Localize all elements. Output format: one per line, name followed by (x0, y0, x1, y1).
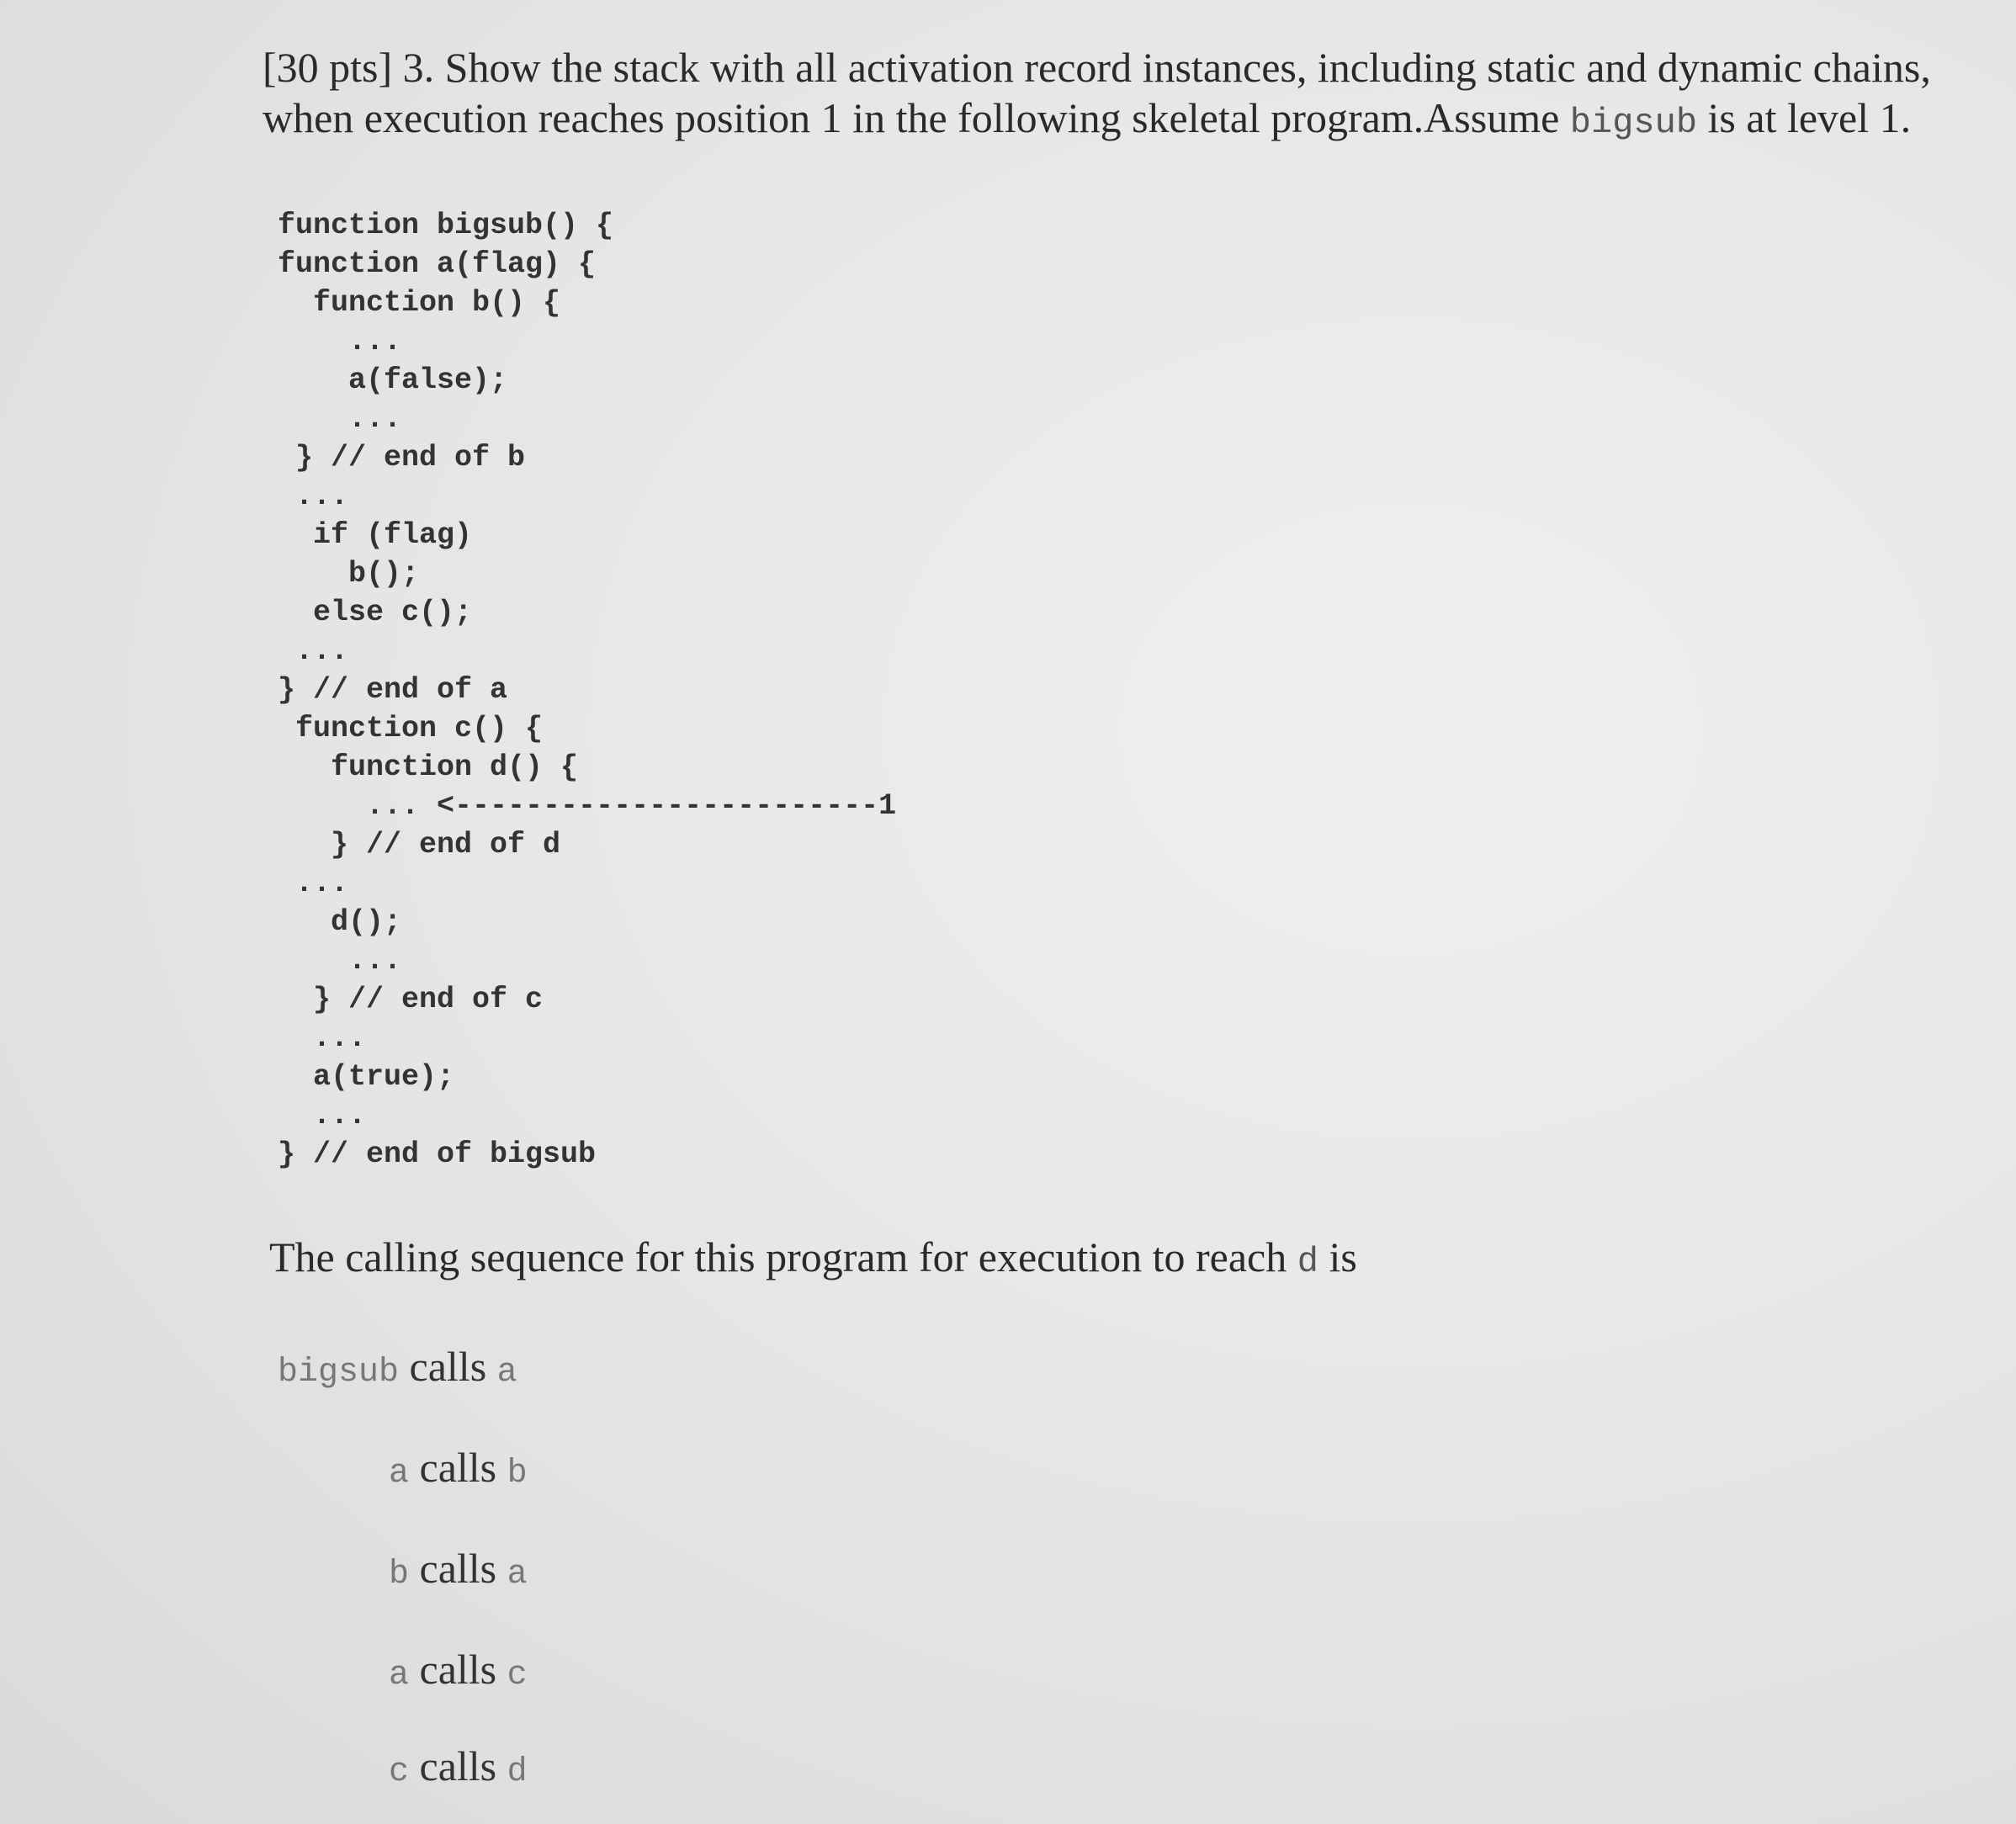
code-line-position-1: ... <------------------------1 (278, 789, 897, 823)
calling-step (389, 1742, 528, 1791)
step-callee: a (507, 1556, 528, 1593)
code-line: ... (278, 1099, 367, 1132)
code-line: } // end of a (278, 673, 508, 707)
step-verb: calls (409, 1545, 507, 1592)
code-line: ... (278, 480, 349, 513)
code-line: ... (278, 634, 349, 668)
calling-step (389, 1544, 528, 1593)
calling-step (389, 1443, 528, 1493)
code-line: else c(); (278, 596, 473, 629)
question-line-2-prefix: when execution reaches position 1 in the following skeletal program.Assume (263, 94, 1570, 141)
question-line-2-code: bigsub (1569, 103, 1698, 143)
step-verb: calls (409, 1646, 507, 1693)
code-line: a(false); (278, 363, 508, 397)
calling-intro-code: d (1297, 1242, 1318, 1282)
code-line: function a(flag) { (278, 247, 597, 281)
step-caller: a (389, 1657, 410, 1694)
step-callee: b (507, 1455, 528, 1493)
calling-sequence-intro (269, 1233, 1357, 1282)
code-line: } // end of b (278, 441, 526, 475)
step-verb: calls (409, 1742, 507, 1790)
step-callee: a (496, 1354, 517, 1392)
code-line: } // end of c (278, 983, 544, 1016)
code-line: function bigsub() { (278, 209, 614, 242)
code-line: ... (278, 1021, 367, 1055)
step-callee: c (507, 1657, 528, 1694)
step-caller: a (389, 1455, 410, 1493)
question-line-1: [30 pts] 3. Show the stack with all activation record instances, including static and dynamic chains, (263, 44, 1931, 91)
code-line: b(); (278, 557, 420, 591)
code-line: function c() { (278, 712, 544, 745)
question-line-2-suffix: is at level 1. (1697, 94, 1912, 141)
step-caller: c (389, 1753, 410, 1791)
code-line: ... (278, 325, 402, 358)
step-caller: bigsub (278, 1354, 400, 1392)
code-line: d(); (278, 905, 402, 939)
code-line: a(true); (278, 1060, 455, 1094)
calling-intro-suffix: is (1318, 1233, 1357, 1281)
step-callee: d (507, 1753, 528, 1791)
code-line: if (flag) (278, 518, 473, 552)
code-line: ... (278, 867, 349, 900)
code-line: function b() { (278, 286, 561, 320)
code-listing (278, 206, 896, 1174)
calling-step (389, 1645, 528, 1694)
code-line: } // end of d (278, 828, 561, 862)
code-line: function d() { (278, 750, 579, 784)
step-caller: b (389, 1556, 410, 1593)
code-line: } // end of bigsub (278, 1137, 597, 1171)
calling-step (278, 1342, 517, 1392)
calling-intro-prefix: The calling sequence for this program for execution to reach (269, 1233, 1297, 1281)
code-line: ... (278, 402, 402, 436)
question-line-2 (263, 93, 1945, 148)
step-verb: calls (399, 1343, 497, 1390)
code-line: ... (278, 944, 402, 978)
question-text (263, 42, 1945, 148)
step-verb: calls (409, 1444, 507, 1491)
